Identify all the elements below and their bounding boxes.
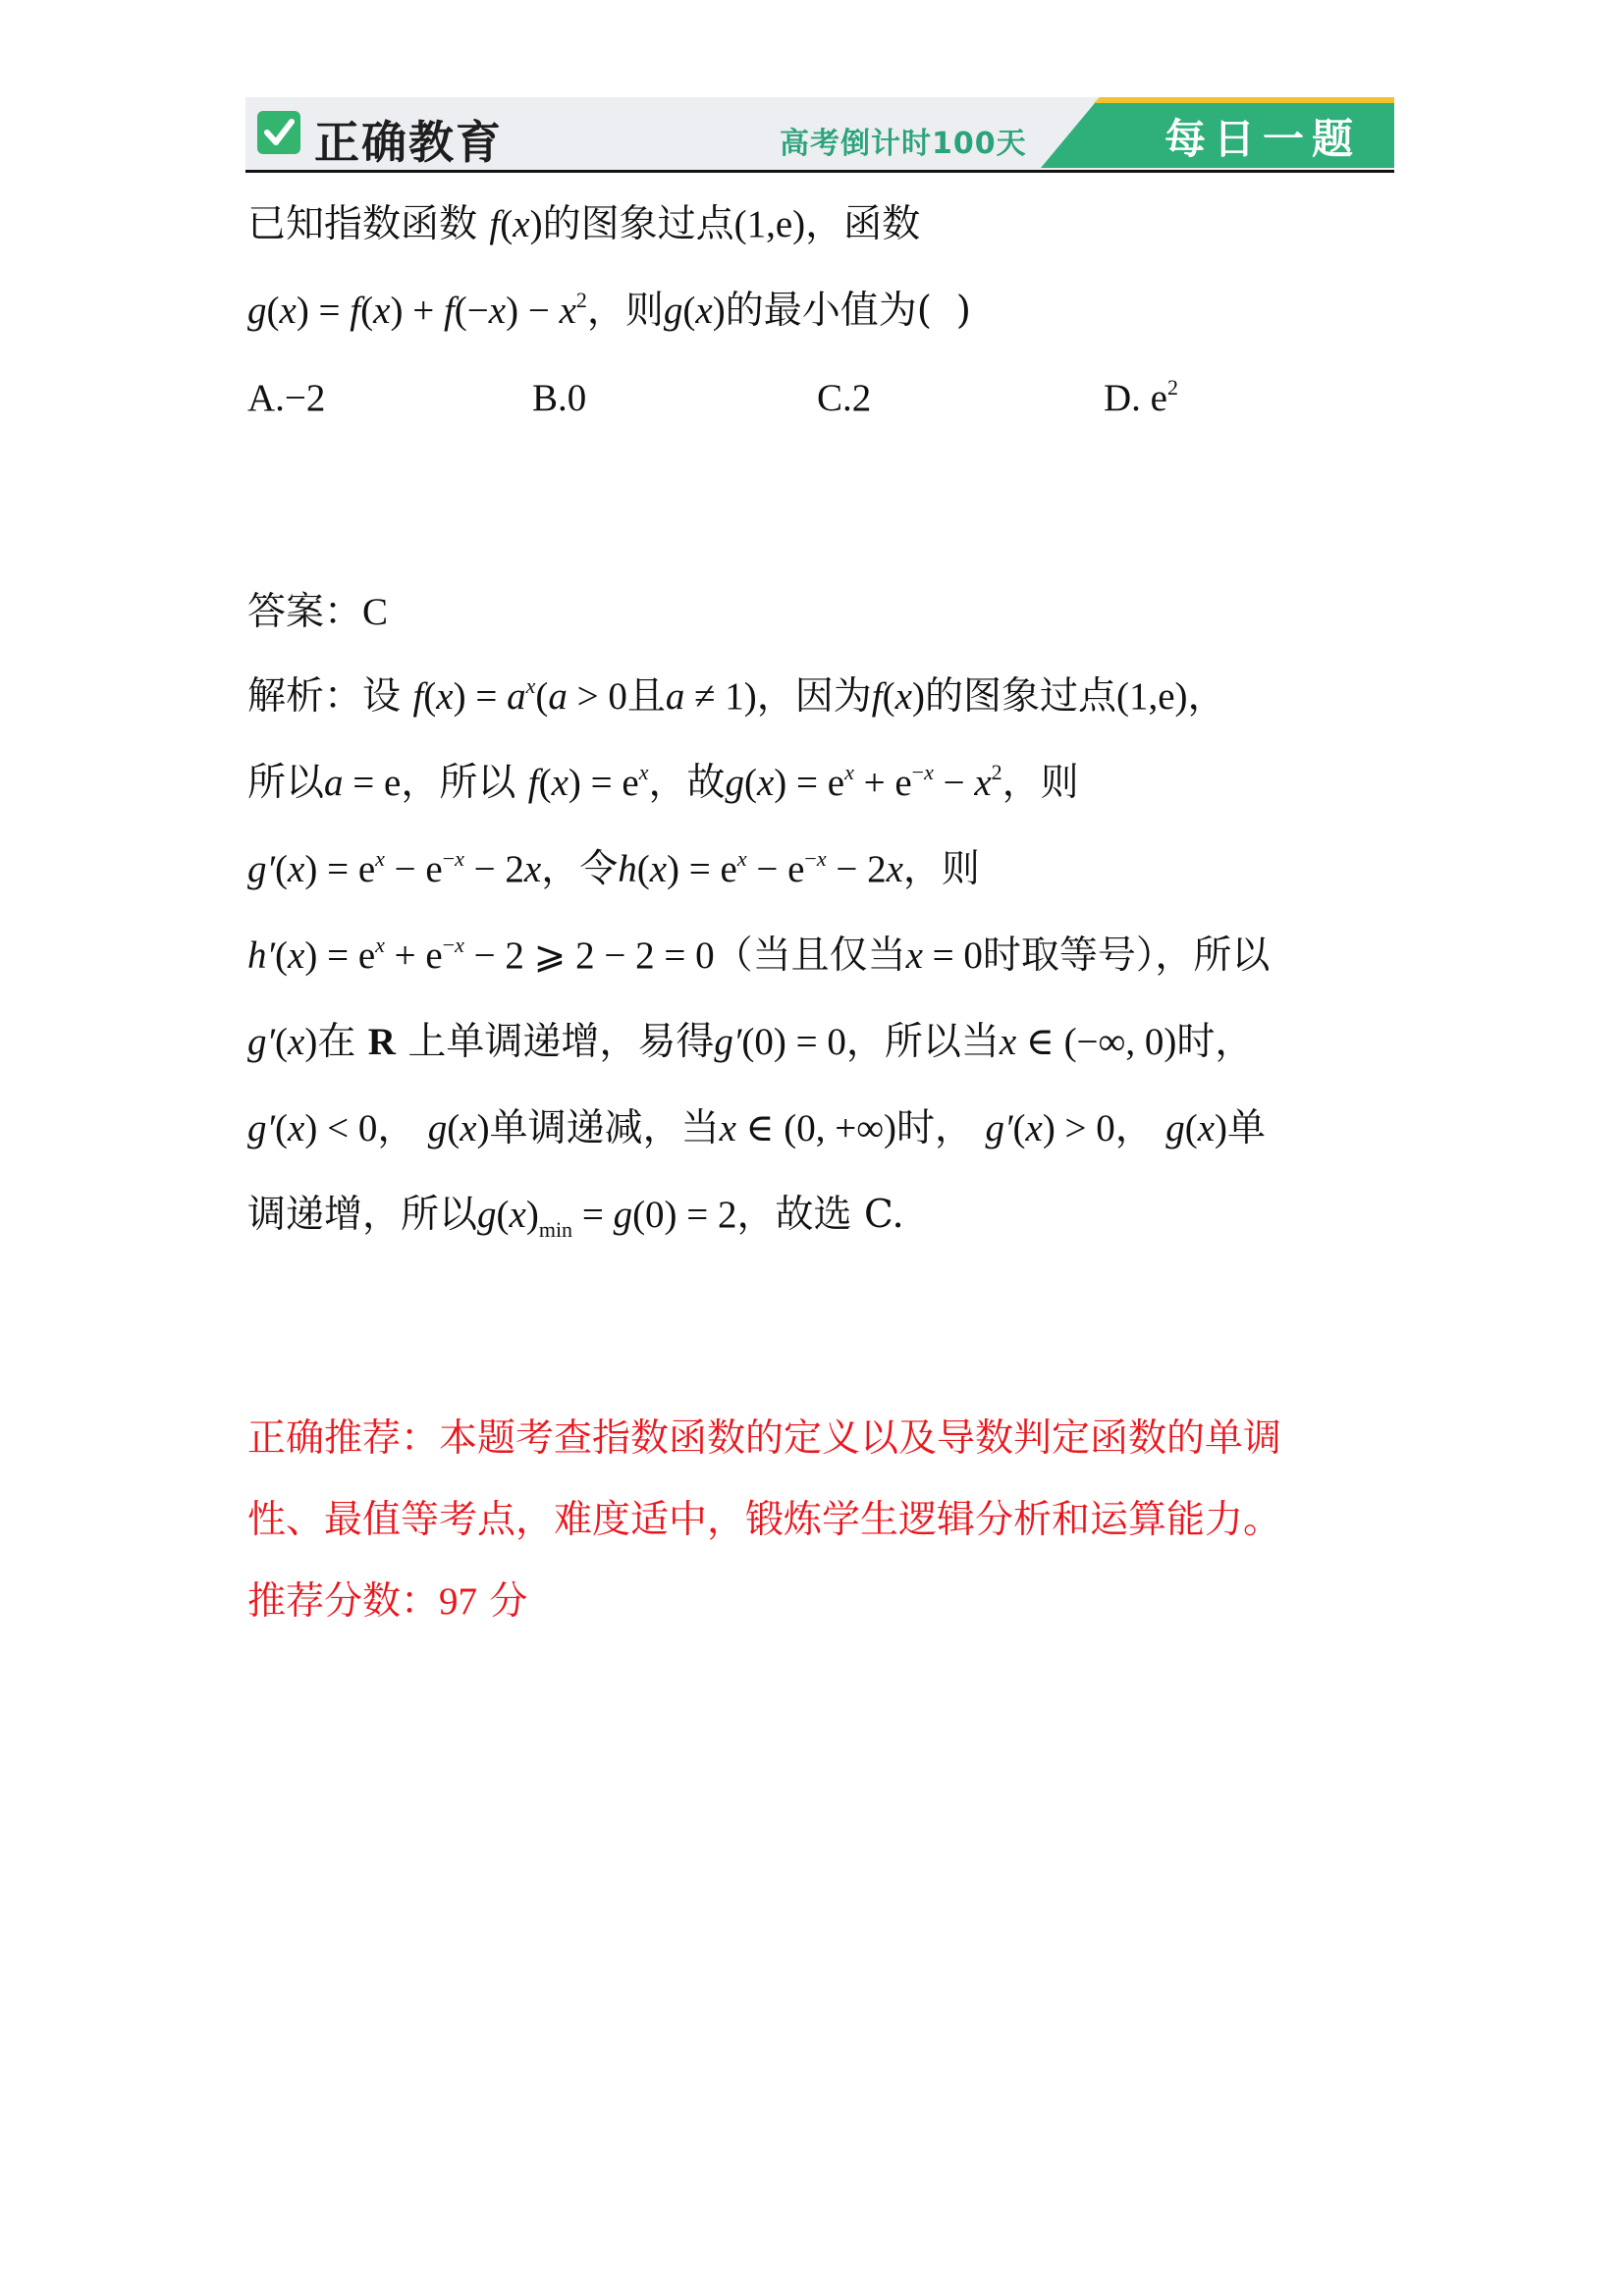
- brand-name: 正确教育: [314, 116, 503, 169]
- answer-line: 答案：C: [247, 590, 389, 634]
- option-d[interactable]: D. $e^2$: [1104, 375, 1178, 419]
- analysis-line-7: 调递增，所以$g(x)_{min} = g(0) = 2$，故选 C.: [247, 1193, 904, 1242]
- recommend-score: 推荐分数：97 分: [247, 1579, 528, 1624]
- option-b[interactable]: B.0: [532, 377, 587, 419]
- analysis-line-4: $h'(x) = e^x + e^{-x} - 2$ ⩾ 2 − 2 = 0（当且仅当x = 0时取等号），所以: [247, 933, 1271, 978]
- option-c[interactable]: C.2: [817, 377, 872, 419]
- analysis-line-5: g′(x)在 R 上单调递增，易得g′(0) = 0，所以当x ∈ (−∞, 0)时，: [247, 1020, 1254, 1064]
- analysis-line-1: 解析：设 $f(x) = a^x(a > 0$且a ≠ 1)，因为f(x)的图象过点(1,e)，: [247, 673, 1226, 719]
- question-line-2: $g(x) = f(x) + f(-x) - x^2$，则g(x)的最小值为( ): [247, 288, 971, 333]
- analysis-line-3: $g'(x) = e^x - e^{-x} - 2x$，令$h(x) = e^x - e^{-x} - 2x$，则: [247, 846, 980, 891]
- header-banner: [245, 97, 1394, 173]
- check-icon: [257, 111, 300, 154]
- daily-question-title: 每日一题: [1164, 115, 1361, 163]
- analysis-line-6: g′(x) < 0， g(x)单调递减，当x ∈ (0, +∞)时， g′(x) > 0， g(x)单: [247, 1106, 1267, 1150]
- recommend-line-1: 正确推荐：本题考查指数函数的定义以及导数判定函数的单调: [247, 1416, 1282, 1461]
- option-a[interactable]: A.−2: [247, 377, 326, 419]
- analysis-line-2: 所以a = e，所以 $f(x) = e^x$，故$g(x) = e^x + e^{-x} - x^2$，则: [247, 760, 1079, 805]
- recommend-line-2: 性、最值等考点，难度适中，锻炼学生逻辑分析和运算能力。: [247, 1498, 1282, 1542]
- options-row: [247, 375, 1327, 422]
- question-line-1: 已知指数函数 f(x)的图象过点(1,e)，函数: [247, 202, 921, 246]
- countdown-text: 高考倒计时100天: [780, 127, 1027, 161]
